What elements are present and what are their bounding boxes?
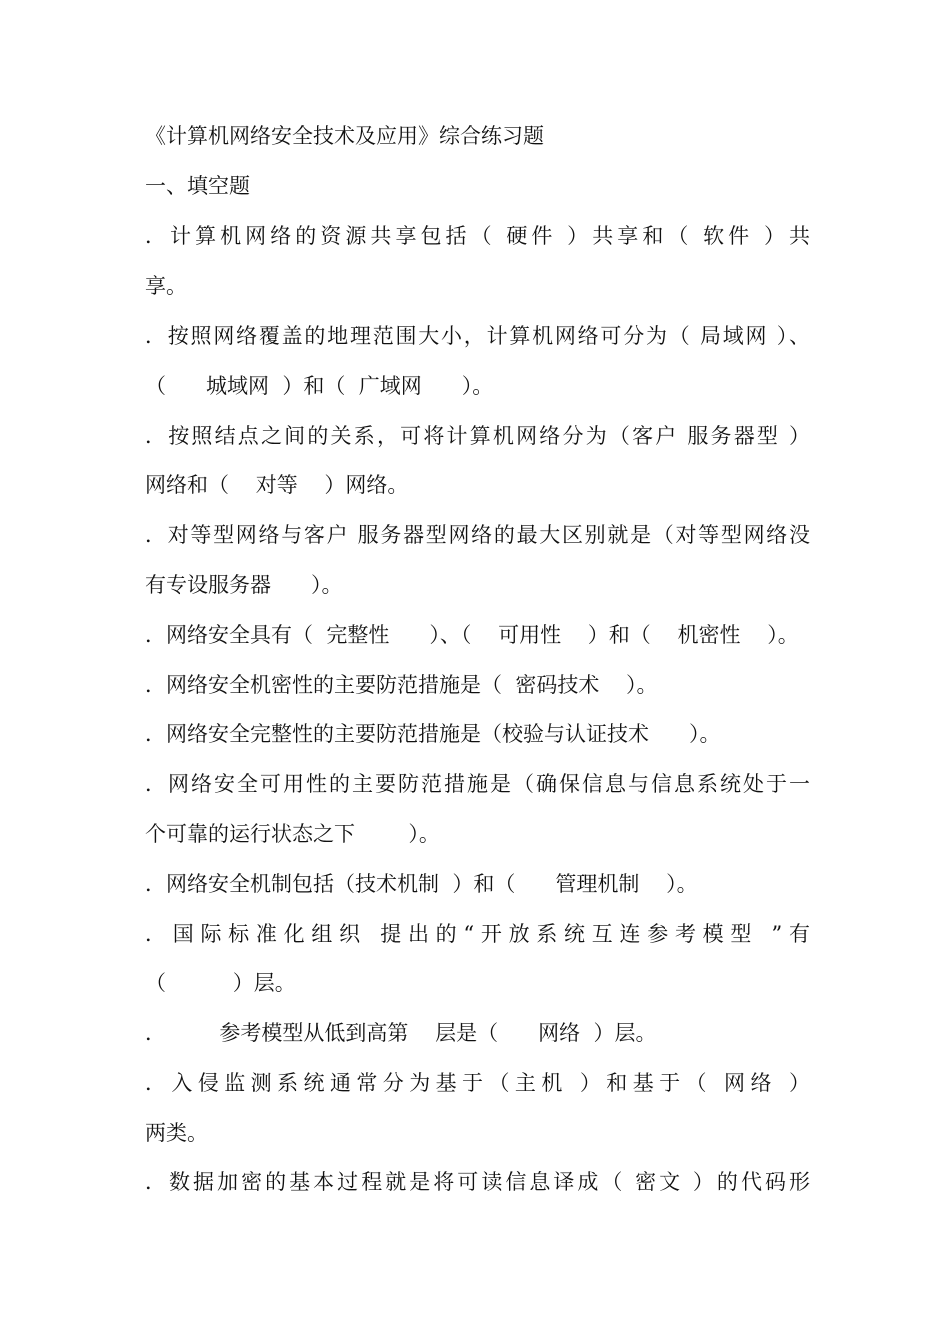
question-line: ． 参考模型从低到高第 层是（ 网络 ）层。 [145, 1021, 657, 1045]
question-line: 网络和（ 对等 ）网络。 [145, 473, 409, 497]
question-line: ．网络安全可用性的主要防范措施是（确保信息与信息系统处于一 [145, 772, 810, 796]
question-line: （ 城域网 ）和（ 广域网 ）。 [145, 374, 494, 398]
question-line: 个可靠的运行状态之下 ）。 [145, 822, 440, 846]
question-line: （ ）层。 [145, 971, 296, 995]
question-line: ．计算机网络的资源共享包括（ 硬件 ）共享和（ 软件 ）共 [145, 224, 810, 248]
question-line: 有专设服务器 ）。 [145, 573, 343, 597]
question-line: 两类。 [145, 1121, 208, 1145]
document-title: 《计算机网络安全技术及应用》综合练习题 [145, 124, 544, 148]
question-line: ．对等型网络与客户 服务器型网络的最大区别就是（对等型网络没 [145, 523, 810, 547]
question-line: ．网络安全机制包括（技术机制 ）和（ 管理机制 ）。 [145, 872, 698, 896]
question-line: ．网络安全完整性的主要防范措施是（校验与认证技术 ）。 [145, 722, 721, 746]
section-heading: 一、填空题 [145, 174, 250, 198]
question-line: ．入侵监测系统通常分为基于（主机 ）和基于（ 网络 ） [145, 1071, 810, 1095]
question-line: ．网络安全机密性的主要防范措施是（ 密码技术 ）。 [145, 673, 658, 697]
question-line: ．国际标准化组织 提出的“开放系统互连参考模型 ”有 [145, 922, 810, 946]
question-line: ．网络安全具有（ 完整性 ）、（ 可用性 ）和（ 机密性 ）。 [145, 623, 799, 647]
question-line: ．按照网络覆盖的地理范围大小，计算机网络可分为（ 局域网 ）、 [145, 324, 810, 348]
question-line: ．按照结点之间的关系，可将计算机网络分为（客户 服务器型 ） [145, 424, 810, 448]
question-line: 享。 [145, 274, 187, 298]
question-line: ．数据加密的基本过程就是将可读信息译成（ 密文 ）的代码形 [145, 1170, 810, 1194]
